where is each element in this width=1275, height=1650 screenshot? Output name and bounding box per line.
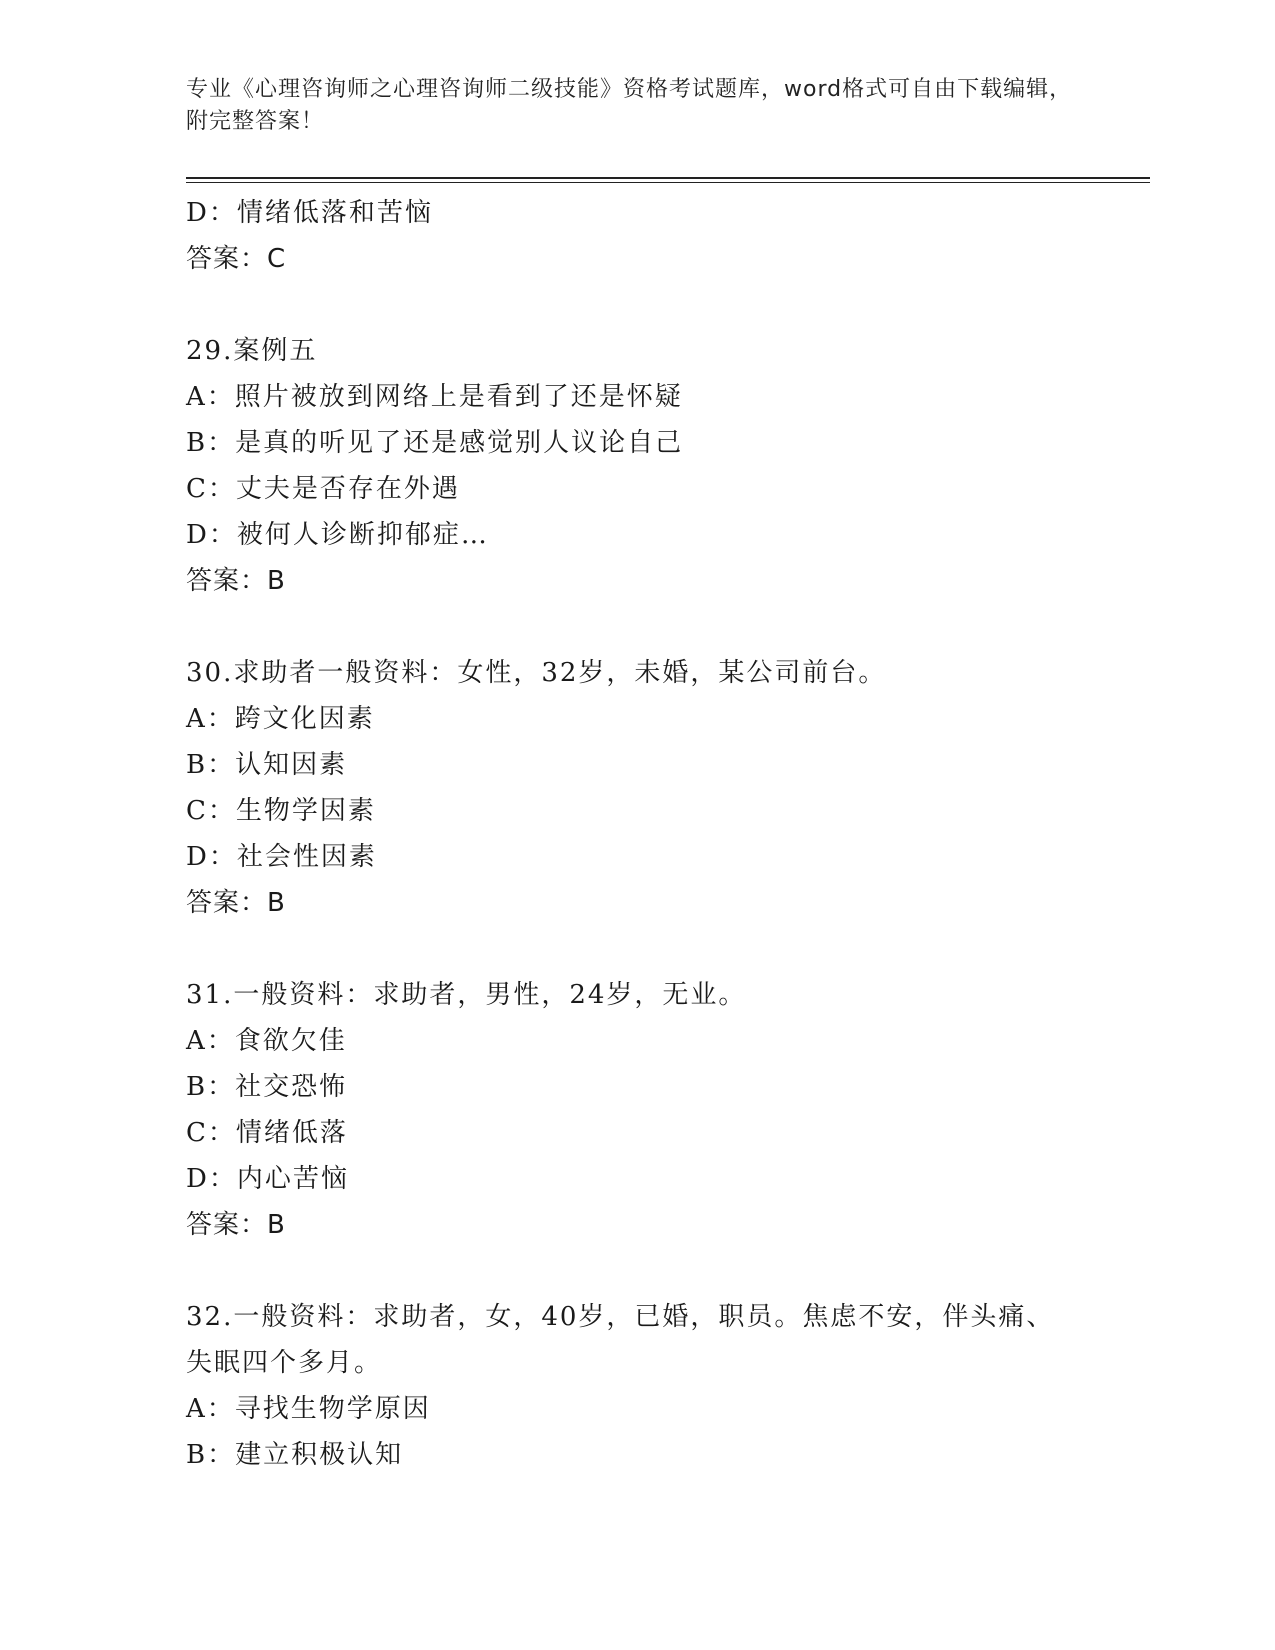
question-stem: 31.一般资料：求助者，男性，24岁，无业。 [186, 980, 747, 1010]
option-d: D：被何人诊断抑郁症… [186, 520, 489, 550]
answer: 答案：C [186, 244, 287, 274]
answer: 答案：B [186, 1210, 286, 1240]
option-b: B：认知因素 [186, 750, 348, 780]
header-rule-thick [186, 177, 1150, 179]
question-stem-line-1: 32.一般资料：求助者，女，40岁，已婚，职员。焦虑不安，伴头痛、 [186, 1302, 1055, 1332]
option-a: A：寻找生物学原因 [186, 1394, 431, 1424]
question-stem-line-2: 失眠四个多月。 [186, 1348, 383, 1378]
option-c: C：生物学因素 [186, 796, 376, 826]
header-rule-thin [186, 182, 1150, 183]
document-header: 专业《心理咨询师之心理咨询师二级技能》资格考试题库，word格式可自由下载编辑，附完整答案！ [186, 77, 1073, 134]
option-c: C：丈夫是否存在外遇 [186, 474, 460, 504]
option-d: D：内心苦恼 [186, 1164, 349, 1194]
option-d: D：情绪低落和苦恼 [186, 198, 433, 228]
option-b: B：建立积极认知 [186, 1440, 404, 1470]
question-30 [186, 650, 1086, 926]
question-29 [186, 328, 1086, 604]
spacer [186, 604, 1086, 650]
spacer [186, 926, 1086, 972]
option-b: B：社交恐怖 [186, 1072, 348, 1102]
option-a: A：食欲欠佳 [186, 1026, 347, 1056]
answer: 答案：B [186, 888, 286, 918]
option-d: D：社会性因素 [186, 842, 377, 872]
question-stem: 29.案例五 [186, 336, 318, 366]
question-stem: 30.求助者一般资料：女性，32岁，未婚，某公司前台。 [186, 658, 887, 688]
question-32 [186, 1294, 1086, 1478]
question-31 [186, 972, 1086, 1248]
spacer [186, 1248, 1086, 1294]
option-a: A：照片被放到网络上是看到了还是怀疑 [186, 382, 683, 412]
question-list [186, 190, 1086, 1478]
option-a: A：跨文化因素 [186, 704, 375, 734]
option-b: B：是真的听见了还是感觉别人议论自己 [186, 428, 684, 458]
answer: 答案：B [186, 566, 286, 596]
option-c: C：情绪低落 [186, 1118, 348, 1148]
spacer [186, 282, 1086, 328]
